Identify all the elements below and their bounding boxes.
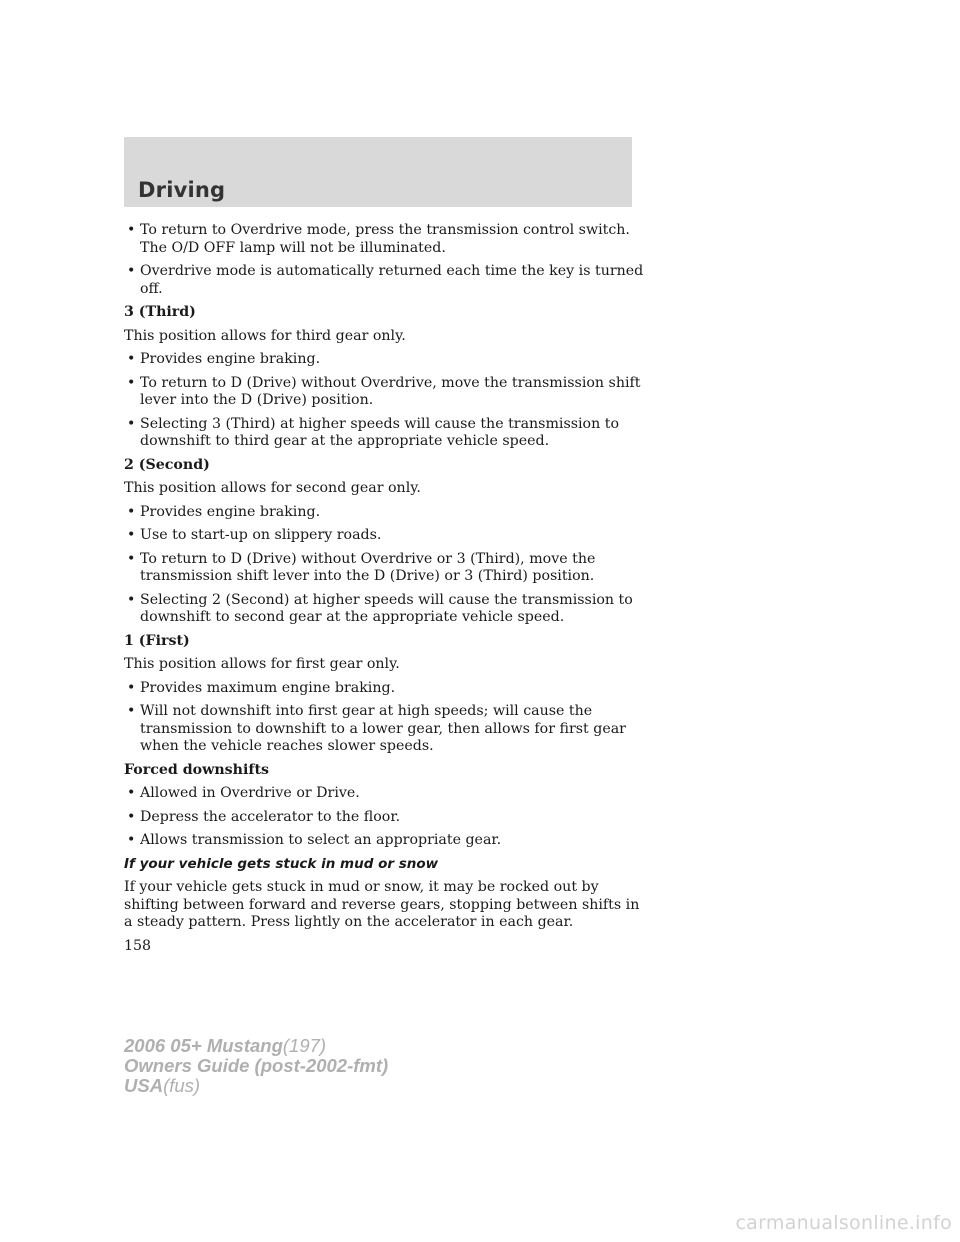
list-item xyxy=(124,527,644,545)
list-item-text: To return to D (Drive) without Overdrive, move the transmission shift lever into the D (Drive) position. xyxy=(140,374,641,408)
document-footer xyxy=(124,1036,388,1096)
list-item-text: Depress the accelerator to the floor. xyxy=(140,808,401,825)
stuck-heading: If your vehicle gets stuck in mud or snow xyxy=(124,855,439,872)
section-intro-first: This position allows for first gear only. xyxy=(124,656,400,672)
list-item-text: To return to Overdrive mode, press the transmission control switch. The O/D OFF lamp will not be illuminated. xyxy=(140,222,630,256)
list-item-text: Allows transmission to select an appropriate gear. xyxy=(140,832,502,848)
footer-line-1 xyxy=(124,1036,388,1056)
list-item-text: Provides maximum engine braking. xyxy=(140,679,396,696)
list-item xyxy=(124,416,644,451)
section-intro-second: This position allows for second gear only. xyxy=(124,480,421,496)
list-item xyxy=(124,785,644,803)
list-item-text: Overdrive mode is automatically returned each time the key is turned off. xyxy=(140,263,644,297)
bullet-glyph: • xyxy=(127,374,136,391)
list-item-text: Provides engine braking. xyxy=(140,503,321,520)
list-item-text: Use to start-up on slippery roads. xyxy=(140,527,382,543)
section-heading-first: 1 (First) xyxy=(124,632,190,649)
footer-line-2 xyxy=(124,1056,388,1076)
list-item xyxy=(124,351,644,369)
section-heading-forced-downshifts: Forced downshifts xyxy=(124,761,270,778)
bullet-glyph: • xyxy=(127,591,136,608)
footer-region: USA xyxy=(124,1075,164,1096)
page-content xyxy=(124,222,644,938)
list-item-text: To return to D (Drive) without Overdrive or 3 (Third), move the transmission shift lever into the D (Drive) or 3 (Third) position. xyxy=(140,550,596,584)
list-item xyxy=(124,680,644,698)
footer-model-code: (197) xyxy=(282,1035,327,1056)
footer-model: 2006 05+ Mustang xyxy=(124,1035,283,1056)
bullet-glyph: • xyxy=(127,263,136,279)
bullet-glyph: • xyxy=(127,808,136,825)
footer-region-code: (fus) xyxy=(163,1075,201,1096)
footer-line-3 xyxy=(124,1076,388,1096)
list-item xyxy=(124,551,644,586)
list-item xyxy=(124,832,644,850)
list-item-text: Allowed in Overdrive or Drive. xyxy=(140,785,360,801)
bullet-glyph: • xyxy=(127,785,136,801)
bullet-glyph: • xyxy=(127,679,136,696)
bullet-glyph: • xyxy=(127,415,136,432)
list-item-text: Will not downshift into first gear at high speeds; will cause the transmission to downshift to a lower gear, then allows for first gear when the vehicle reaches slower speeds. xyxy=(140,703,626,754)
bullet-glyph: • xyxy=(127,550,136,567)
section-title: Driving xyxy=(138,178,226,202)
list-item xyxy=(124,263,644,298)
list-item xyxy=(124,222,644,257)
list-item-text: Selecting 2 (Second) at higher speeds will cause the transmission to downshift to second gear at the appropriate vehicle speed. xyxy=(140,591,633,625)
list-item-text: Provides engine braking. xyxy=(140,351,321,367)
bullet-glyph: • xyxy=(127,351,136,367)
bullet-glyph: • xyxy=(127,222,136,238)
list-item-text: Selecting 3 (Third) at higher speeds will cause the transmission to downshift to third gear at the appropriate vehicle speed. xyxy=(140,415,619,449)
stuck-paragraph: If your vehicle gets stuck in mud or snow, it may be rocked out by shifting between forward and reverse gears, stopping between shifts in a steady pattern. Press lightly on the accelerator in each gear. xyxy=(124,879,640,930)
section-heading-second: 2 (Second) xyxy=(124,456,210,473)
section-intro-third: This position allows for third gear only. xyxy=(124,327,406,344)
bullet-glyph: • xyxy=(127,527,136,543)
list-item xyxy=(124,504,644,522)
bullet-glyph: • xyxy=(127,703,136,719)
watermark: carmanualsonline.info xyxy=(735,1212,952,1234)
bullet-glyph: • xyxy=(127,832,136,848)
list-item xyxy=(124,375,644,410)
list-item xyxy=(124,703,644,756)
list-item xyxy=(124,592,644,627)
bullet-glyph: • xyxy=(127,503,136,520)
section-heading-third: 3 (Third) xyxy=(124,304,196,320)
page-number: 158 xyxy=(124,938,152,954)
list-item xyxy=(124,809,644,827)
footer-guide: Owners Guide (post-2002-fmt) xyxy=(124,1055,389,1076)
